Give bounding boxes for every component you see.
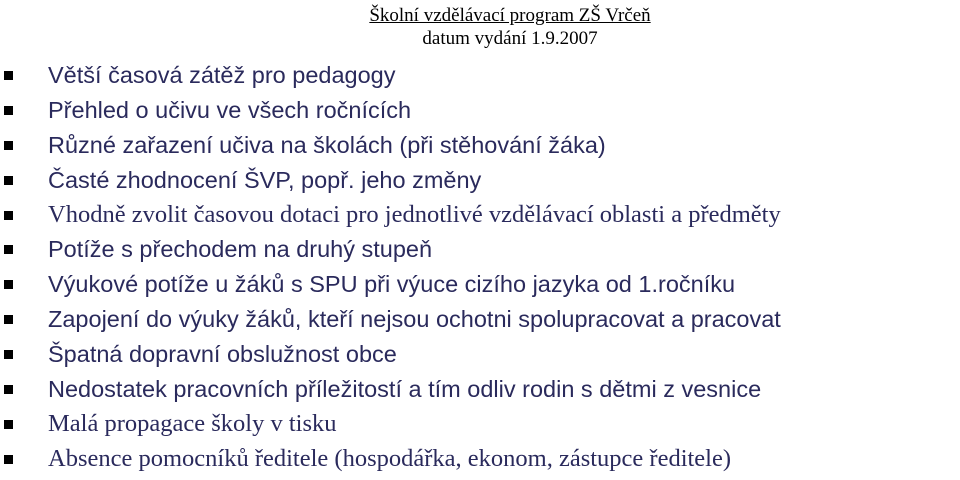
list-item [0,93,960,128]
list-item [0,407,960,442]
square-bullet-icon [4,71,13,80]
square-bullet-icon [4,350,13,359]
square-bullet-icon [4,455,13,464]
list-item-text: Přehled o učivu ve všech ročnících [48,96,412,123]
list-item [0,302,960,337]
list-item [0,337,960,372]
square-bullet-icon [4,211,13,220]
square-bullet-icon [4,106,13,115]
square-bullet-icon [4,385,13,394]
list-item-text: Vhodně zvolit časovou dotaci pro jednotlivé vzdělávací oblasti a předměty [48,200,781,228]
list-item [0,128,960,163]
school-program-title: Školní vzdělávací program ZŠ Vrčeň [369,5,651,26]
bullet-list [0,58,960,477]
list-item [0,372,960,407]
list-item [0,163,960,198]
list-item-text: Různé zařazení učiva na školách (při stěhování žáka) [48,131,606,158]
square-bullet-icon [4,176,13,185]
square-bullet-icon [4,315,13,324]
list-item-text: Zapojení do výuky žáků, kteří nejsou ochotni spolupracovat a pracovat [48,306,781,333]
list-item [0,198,960,233]
document-header [0,4,960,50]
list-item-text: Časté zhodnocení ŠVP, popř. jeho změny [48,166,482,193]
square-bullet-icon [4,245,13,254]
list-item-text: Potíže s přechodem na druhý stupeň [48,236,433,263]
square-bullet-icon [4,420,13,429]
square-bullet-icon [4,280,13,289]
list-item-text: Nedostatek pracovních příležitostí a tím odliv rodin s dětmi z vesnice [48,376,762,403]
list-item [0,232,960,267]
list-item-text: Malá propagace školy v tisku [48,409,337,437]
issue-date: datum vydání 1.9.2007 [422,28,598,49]
list-item [0,267,960,302]
list-item [0,442,960,477]
list-item-text: Větší časová zátěž pro pedagogy [48,62,396,88]
list-item-text: Absence pomocníků ředitele (hospodářka, ekonom, zástupce ředitele) [48,444,732,472]
square-bullet-icon [4,141,13,150]
list-item [0,58,960,93]
list-item-text: Výukové potíže u žáků s SPU při výuce cizího jazyka od 1.ročníku [48,271,736,298]
list-item-text: Špatná dopravní obslužnost obce [48,341,397,368]
